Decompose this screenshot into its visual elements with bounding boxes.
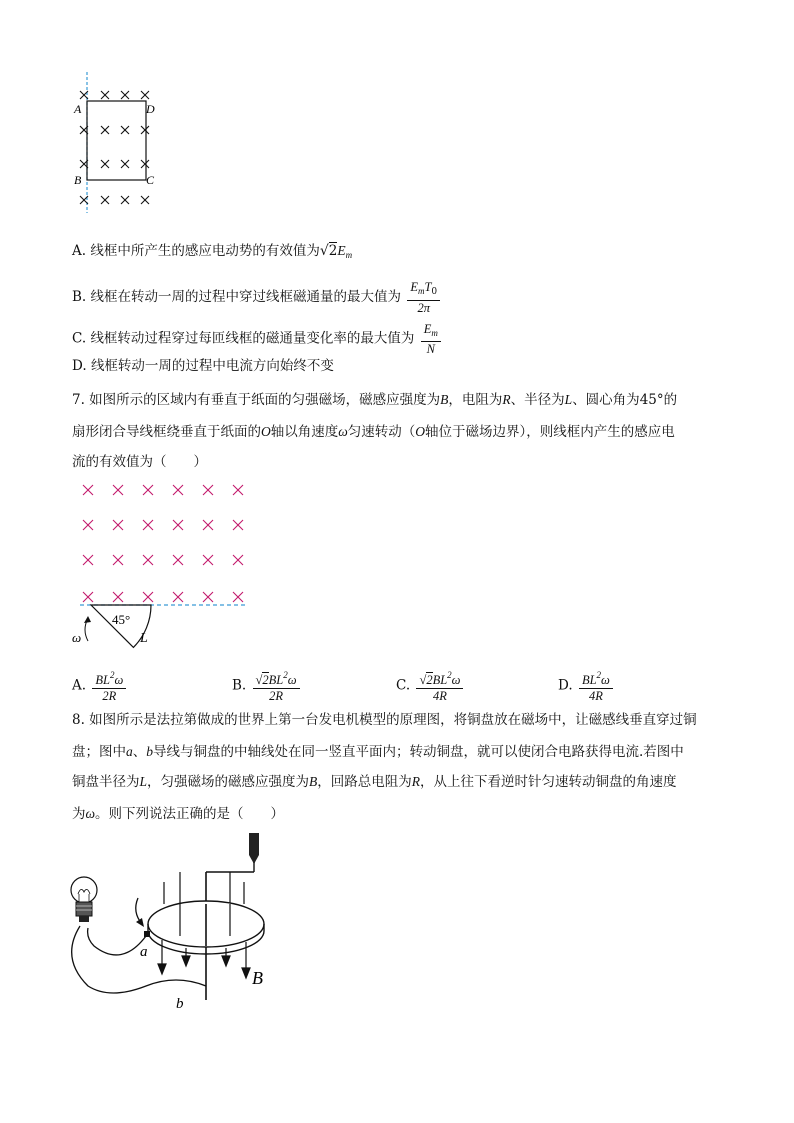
q7-option-d[interactable]: D. $\frac{BL^2\omega}{4R}$ (558, 668, 615, 704)
contact-a (144, 931, 150, 937)
q8-text-line1: 8. 如图所示是法拉第做成的世界上第一台发电机模型的原理图，将铜盘放在磁场中，让磁感线垂直穿过铜 (72, 712, 697, 728)
crank-handle (249, 833, 259, 855)
q6-option-a[interactable]: A. 线框中所产生的感应电动势的有效值为$√2E_m$ (72, 243, 353, 260)
q6b-fraction: $\frac{E_mT_0}{2\pi}$ (407, 279, 440, 316)
bulb-icon (71, 877, 97, 922)
q7-option-a[interactable]: A. $\frac{BL^2\omega}{2R}$ (72, 668, 128, 704)
a-label: a (140, 944, 148, 960)
q6-option-b[interactable]: B. 线框在转动一周的过程中穿过线框磁通量的最大值为 $\frac{E_mT_0}{2\pi}$ (72, 279, 442, 316)
wire-loop (87, 101, 146, 180)
q8-text-line4: 为ω。则下列说法正确的是（ ） (72, 806, 285, 822)
q7-text-line1: 7. 如图所示的区域内有垂直于纸面的匀强磁场，磁感应强度为B，电阻为R、半径为L、圆心角为45°的 (72, 392, 678, 408)
rotation-arrowhead (84, 616, 91, 623)
q7-option-c[interactable]: C. $\frac{√2BL^2\omega}{4R}$ (396, 668, 465, 704)
omega-label: ω (72, 630, 82, 645)
loop-field-figure (70, 70, 170, 215)
sector-field-figure (70, 478, 260, 650)
q6-option-d[interactable]: D. 线框转动一周的过程中电流方向始终不变 (72, 358, 334, 374)
sector-radius-label: L (140, 631, 148, 646)
q7-text-line3: 流的有效值为（ ） (72, 454, 207, 470)
label-B: B (74, 173, 82, 187)
q6c-fraction: $\frac{E_m}{N}$ (421, 321, 441, 357)
B-label: B (252, 968, 263, 988)
label-C: C (146, 173, 155, 187)
field-crosses (80, 91, 149, 204)
q6-option-c[interactable]: C. 线框转动过程穿过每匝线框的磁通量变化率的最大值为 $\frac{E_m}{N}$ (72, 321, 443, 357)
faraday-disk-figure (66, 828, 276, 1013)
q8-text-line3: 铜盘半径为L，匀强磁场的磁感应强度为B，回路总电阻为R，从上往下看逆时针匀速转动铜盘的角速度 (72, 774, 677, 790)
q7-option-b[interactable]: B. $\frac{√2BL^2\omega}{2R}$ (232, 668, 302, 704)
sector-angle-label: 45° (112, 612, 131, 627)
wire-a (88, 928, 146, 955)
b-label: b (176, 996, 184, 1012)
q7-text-line2: 扇形闭合导线框绕垂直于纸面的O轴以角速度ω匀速转动（O轴位于磁场边界），则线框内产生的感应电 (72, 424, 675, 440)
label-A: A (74, 102, 82, 116)
q8-text-line2: 盘；图中a、b导线与铜盘的中轴线处在同一竖直平面内；转动铜盘，就可以使闭合电路获得电流.若图中 (72, 744, 684, 760)
label-D: D (146, 102, 155, 116)
field-crosses-q7 (83, 485, 243, 602)
